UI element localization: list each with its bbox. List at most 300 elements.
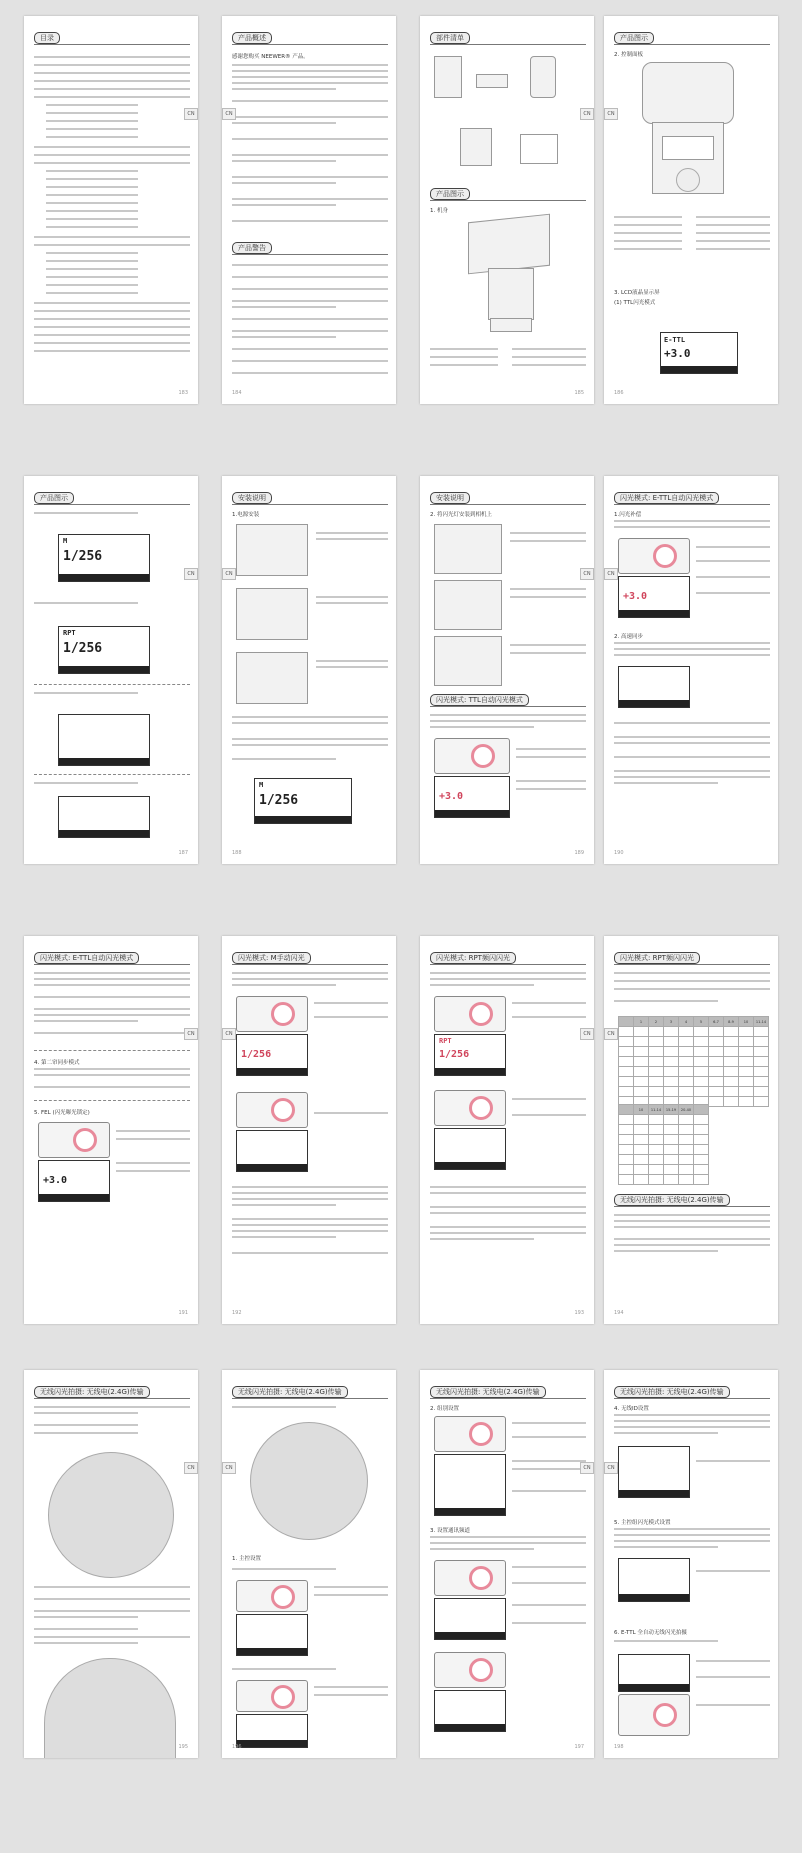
table-cell xyxy=(634,1145,649,1155)
text-line xyxy=(512,1622,586,1624)
text-line xyxy=(614,1432,718,1434)
table-cell xyxy=(679,1067,694,1077)
toc-line xyxy=(46,104,138,106)
table-cell xyxy=(694,1155,709,1165)
text-line xyxy=(614,980,770,982)
text-line xyxy=(232,204,336,206)
lcd-function-bar xyxy=(435,1632,505,1639)
text-line xyxy=(512,1460,586,1462)
legend-line xyxy=(696,240,770,242)
page-mount xyxy=(420,476,594,864)
toc-line xyxy=(46,226,138,228)
text-line xyxy=(232,154,388,156)
lcd-display xyxy=(618,1446,690,1498)
table-cell xyxy=(709,1047,724,1057)
dial-icon xyxy=(73,1128,97,1152)
section-header: 产品警告 xyxy=(232,242,272,254)
table-cell xyxy=(724,1027,739,1037)
table-cell xyxy=(724,1057,739,1067)
control-panel-image xyxy=(236,1680,308,1712)
lcd-function-bar xyxy=(619,1594,689,1601)
lcd-display xyxy=(434,1690,506,1732)
text-line xyxy=(34,602,138,604)
toc-line xyxy=(34,244,190,246)
toc-line xyxy=(46,284,138,286)
lcd-display xyxy=(434,776,510,818)
page-number: 184 xyxy=(232,390,242,396)
subsection-title: 3. 设置通讯频道 xyxy=(430,1528,470,1534)
text-line xyxy=(516,780,586,782)
toc-line xyxy=(34,162,190,164)
table-row xyxy=(619,1067,769,1077)
table-cell xyxy=(634,1135,649,1145)
legend-line xyxy=(512,364,586,366)
table-cell xyxy=(694,1175,709,1185)
toc-line xyxy=(34,302,190,304)
text-line xyxy=(516,748,586,750)
text-line xyxy=(34,1086,190,1088)
language-tab: CN xyxy=(222,568,236,580)
table-row xyxy=(619,1145,709,1155)
lcd-value: 1/256 xyxy=(259,793,299,808)
text-line xyxy=(430,1548,534,1550)
frequency-table xyxy=(618,1016,769,1107)
page-number: 187 xyxy=(178,850,188,856)
pouch-image xyxy=(530,56,556,98)
lcd-function-bar xyxy=(255,816,351,823)
header-rule xyxy=(232,964,388,965)
table-cell xyxy=(709,1057,724,1067)
text-line xyxy=(430,1206,586,1208)
text-line xyxy=(314,1686,388,1688)
lcd-display xyxy=(434,1128,506,1170)
page-toc xyxy=(24,16,198,404)
text-line xyxy=(232,1668,336,1670)
control-dial-image xyxy=(676,168,700,192)
table-cell xyxy=(649,1155,664,1165)
table-cell xyxy=(664,1135,679,1145)
page-header: 安装说明 xyxy=(430,492,470,504)
text-line xyxy=(430,720,586,722)
text-line xyxy=(614,1534,770,1536)
text-line xyxy=(614,526,770,528)
table-row xyxy=(619,1115,709,1125)
language-tab: CN xyxy=(222,1462,236,1474)
divider xyxy=(34,774,190,775)
subsection-title: 1. 机身 xyxy=(430,208,448,214)
table-cell: 5 xyxy=(694,1017,709,1027)
battery-step-image xyxy=(236,588,308,640)
text-line xyxy=(314,1694,388,1696)
table-cell xyxy=(649,1037,664,1047)
table-cell xyxy=(739,1067,754,1077)
header-rule xyxy=(614,1206,770,1207)
lcd-function-bar xyxy=(435,1068,505,1075)
text-line xyxy=(614,642,770,644)
text-line xyxy=(614,1214,770,1216)
table-cell xyxy=(664,1115,679,1125)
text-line xyxy=(232,300,388,302)
lcd-value: 1/256 xyxy=(63,549,103,564)
table-cell xyxy=(649,1125,664,1135)
section-header: 闪光模式: TTL自动闪光模式 xyxy=(430,694,529,706)
page-number: 188 xyxy=(232,850,242,856)
toc-line xyxy=(34,88,190,90)
table-cell: 15-19 xyxy=(664,1105,679,1115)
flash-unit-image xyxy=(434,56,462,98)
header-rule xyxy=(614,504,770,505)
text-line xyxy=(614,1640,718,1642)
lcd-function-bar xyxy=(435,810,509,817)
text-line xyxy=(510,532,586,534)
subsection-title: 5. 主控组闪光模式设置 xyxy=(614,1520,671,1526)
text-line xyxy=(614,1000,718,1002)
table-cell xyxy=(709,1097,724,1107)
toc-line xyxy=(34,146,190,148)
text-line xyxy=(696,560,770,562)
battery-step-image xyxy=(236,652,308,704)
page-number: 194 xyxy=(614,1310,624,1316)
legend-line xyxy=(614,248,682,250)
text-line xyxy=(510,652,586,654)
table-cell xyxy=(679,1125,694,1135)
table-cell xyxy=(694,1027,709,1037)
table-cell xyxy=(754,1067,769,1077)
lcd-function-bar xyxy=(619,610,689,617)
lcd-display xyxy=(434,1454,506,1516)
text-line xyxy=(34,1642,138,1644)
toc-line xyxy=(46,120,138,122)
text-line xyxy=(34,1586,190,1588)
text-line xyxy=(232,288,388,290)
table-cell xyxy=(724,1067,739,1077)
text-line xyxy=(232,116,388,118)
language-tab: CN xyxy=(604,1028,618,1040)
text-line xyxy=(314,1594,388,1596)
page-header: 无线闪光拍摄: 无线电(2.4G)传输 xyxy=(232,1386,348,1398)
text-line xyxy=(232,1204,336,1206)
language-tab: CN xyxy=(184,1462,198,1474)
table-cell xyxy=(619,1155,634,1165)
page-rpt-table xyxy=(604,936,778,1324)
table-cell: 8-9 xyxy=(724,1017,739,1027)
text-line xyxy=(232,122,336,124)
text-line xyxy=(512,1422,586,1424)
dial-icon xyxy=(469,1422,493,1446)
lcd-function-bar xyxy=(39,1194,109,1201)
text-line xyxy=(232,176,388,178)
text-line xyxy=(232,198,388,200)
text-line xyxy=(232,70,388,72)
table-cell xyxy=(694,1037,709,1047)
flash-head-image xyxy=(642,62,734,124)
dial-icon xyxy=(653,544,677,568)
page-header: 部件清单 xyxy=(430,32,470,44)
subsection-title: 2. 高速同步 xyxy=(614,634,643,640)
table-cell xyxy=(754,1027,769,1037)
text-line xyxy=(232,1192,388,1194)
lcd-mode: E-TTL xyxy=(664,336,686,344)
text-line xyxy=(696,1570,770,1572)
lcd-display xyxy=(38,1160,110,1202)
control-panel-image xyxy=(618,538,690,574)
page-header: 产品图示 xyxy=(614,32,654,44)
page-header: 目录 xyxy=(34,32,60,44)
header-rule xyxy=(430,1398,586,1399)
text-line xyxy=(510,540,586,542)
table-cell xyxy=(634,1125,649,1135)
lcd-display xyxy=(236,1614,308,1656)
legend-line xyxy=(614,216,682,218)
table-cell xyxy=(694,1135,709,1145)
text-line xyxy=(34,1014,190,1016)
table-cell xyxy=(679,1155,694,1165)
text-line xyxy=(430,1536,586,1538)
table-cell xyxy=(649,1145,664,1155)
toc-line xyxy=(46,268,138,270)
table-cell xyxy=(739,1027,754,1037)
lcd-value: 1/256 xyxy=(241,1049,272,1060)
text-line xyxy=(430,1212,586,1214)
lcd-function-bar xyxy=(59,830,149,837)
table-cell xyxy=(634,1057,649,1067)
text-line xyxy=(614,1220,770,1222)
toc-line xyxy=(46,218,138,220)
text-line xyxy=(430,984,534,986)
legend-line xyxy=(512,356,586,358)
page-parts xyxy=(420,16,594,404)
wireless-range-diagram xyxy=(250,1422,368,1540)
text-line xyxy=(34,1008,190,1010)
page-number: 197 xyxy=(574,1744,584,1750)
table-cell xyxy=(619,1077,634,1087)
lcd-display xyxy=(618,1558,690,1602)
subsection-title: (1) TTL闪光模式 xyxy=(614,300,656,306)
legend-line xyxy=(614,240,682,242)
text-line xyxy=(34,1610,190,1612)
table-cell xyxy=(649,1077,664,1087)
table-cell xyxy=(619,1087,634,1097)
text-line xyxy=(614,1226,770,1228)
table-cell xyxy=(679,1047,694,1057)
text-line xyxy=(614,756,770,758)
toc-line xyxy=(34,310,190,312)
text-line xyxy=(232,1198,388,1200)
text-line xyxy=(516,788,586,790)
table-cell xyxy=(724,1087,739,1097)
text-line xyxy=(232,182,336,184)
text-line xyxy=(516,756,586,758)
toc-line xyxy=(46,186,138,188)
dial-icon xyxy=(469,1658,493,1682)
table-cell xyxy=(679,1145,694,1155)
text-line xyxy=(614,520,770,522)
table-cell xyxy=(619,1125,634,1135)
table-cell xyxy=(724,1077,739,1087)
table-cell: 1 xyxy=(634,1017,649,1027)
control-panel-image xyxy=(434,996,506,1032)
table-cell xyxy=(634,1087,649,1097)
table-cell xyxy=(634,1115,649,1125)
lcd-function-bar xyxy=(237,1164,307,1171)
dial-icon xyxy=(469,1566,493,1590)
text-line xyxy=(696,592,770,594)
text-line xyxy=(116,1138,190,1140)
table-cell xyxy=(724,1097,739,1107)
lcd-display-master xyxy=(58,714,150,766)
table-cell xyxy=(634,1047,649,1057)
text-line xyxy=(512,1436,586,1438)
mount-step-image xyxy=(434,524,502,574)
table-cell xyxy=(754,1087,769,1097)
header-rule xyxy=(430,706,586,707)
toc-line xyxy=(34,342,190,344)
language-tab: CN xyxy=(604,1462,618,1474)
page-header: 无线闪光拍摄: 无线电(2.4G)传输 xyxy=(614,1386,730,1398)
text-line xyxy=(614,1244,770,1246)
table-cell xyxy=(709,1027,724,1037)
text-line xyxy=(232,76,388,78)
text-line xyxy=(232,64,388,66)
subsection-title: 1. 主控设置 xyxy=(232,1556,261,1562)
control-panel-image xyxy=(618,1694,690,1736)
table-cell xyxy=(724,1037,739,1047)
table-cell xyxy=(679,1037,694,1047)
divider xyxy=(34,684,190,685)
subsection-title: 2. 组别设置 xyxy=(430,1406,459,1412)
text-line xyxy=(116,1162,190,1164)
text-line xyxy=(512,1002,586,1004)
language-tab: CN xyxy=(580,1028,594,1040)
text-line xyxy=(34,1412,138,1414)
page-row-2 xyxy=(0,476,802,866)
lcd-value: 1/256 xyxy=(439,1049,470,1060)
section-header: 产品图示 xyxy=(430,188,470,200)
header-rule xyxy=(614,1398,770,1399)
toc-line xyxy=(34,80,190,82)
flash-foot-image xyxy=(490,318,532,332)
control-panel-image xyxy=(434,1652,506,1688)
table-row xyxy=(619,1135,709,1145)
text-line xyxy=(232,82,388,84)
subsection-title: 6. E-TTL 全自动无线闪光拍摄 xyxy=(614,1630,687,1636)
toc-line xyxy=(34,96,190,98)
table-cell xyxy=(754,1057,769,1067)
table-cell xyxy=(739,1097,754,1107)
text-line xyxy=(614,736,770,738)
text-line xyxy=(696,576,770,578)
table-cell xyxy=(649,1027,664,1037)
table-cell xyxy=(739,1047,754,1057)
page-header: 闪光模式: M手动闪光 xyxy=(232,952,311,964)
text-line xyxy=(232,318,388,320)
text-line xyxy=(34,1628,138,1630)
legend-line xyxy=(430,348,498,350)
lcd-function-bar xyxy=(59,758,149,765)
text-line xyxy=(232,972,388,974)
table-cell xyxy=(649,1057,664,1067)
text-line xyxy=(232,1230,388,1232)
table-cell: 20-40 xyxy=(679,1105,694,1115)
dial-icon xyxy=(271,1002,295,1026)
lcd-display-rpt xyxy=(58,626,150,674)
text-line xyxy=(510,588,586,590)
table-cell xyxy=(634,1165,649,1175)
text-line xyxy=(696,1676,770,1678)
subsection-title: 4. 无线ID设置 xyxy=(614,1406,649,1412)
table-cell xyxy=(619,1067,634,1077)
text-line xyxy=(232,88,336,90)
page-ettl-2 xyxy=(24,936,198,1324)
table-cell xyxy=(694,1087,709,1097)
text-line xyxy=(512,1016,586,1018)
flash-head-image xyxy=(468,214,550,275)
lcd-function-bar xyxy=(237,1068,307,1075)
text-line xyxy=(34,984,190,986)
header-rule xyxy=(430,964,586,965)
lcd-display xyxy=(434,1034,506,1076)
header-rule xyxy=(34,504,190,505)
lcd-value: +3.0 xyxy=(439,791,464,802)
table-cell xyxy=(694,1105,709,1115)
language-tab: CN xyxy=(184,1028,198,1040)
text-line xyxy=(510,596,586,598)
table-row xyxy=(619,1155,709,1165)
legend-line xyxy=(696,232,770,234)
table-row xyxy=(619,1175,709,1185)
page-header: 闪光模式: E-TTL自动闪光模式 xyxy=(614,492,719,504)
page-header: 安装说明 xyxy=(232,492,272,504)
section-header: 无线闪光拍摄: 无线电(2.4G)传输 xyxy=(614,1194,730,1206)
lcd-display xyxy=(618,666,690,708)
language-tab: CN xyxy=(222,108,236,120)
table-cell xyxy=(634,1175,649,1185)
text-line xyxy=(316,596,388,598)
text-line xyxy=(116,1130,190,1132)
toc-line xyxy=(46,292,138,294)
table-cell xyxy=(619,1145,634,1155)
text-line xyxy=(614,1250,718,1252)
table-row xyxy=(619,1017,769,1027)
toc-line xyxy=(34,154,190,156)
table-cell xyxy=(709,1077,724,1087)
table-cell: 6-7 xyxy=(709,1017,724,1027)
page-rpt xyxy=(420,936,594,1324)
text-line xyxy=(430,1238,534,1240)
subsection-title: 1.电源安装 xyxy=(232,512,260,518)
toc-line xyxy=(46,276,138,278)
table-cell xyxy=(709,1087,724,1097)
subsection-title: 5. FEL (闪光曝光锁定) xyxy=(34,1110,90,1116)
manual-image xyxy=(520,134,558,164)
lcd-function-bar xyxy=(435,1508,505,1515)
table-cell xyxy=(634,1037,649,1047)
text-line xyxy=(34,1020,138,1022)
header-rule xyxy=(614,44,770,45)
text-line xyxy=(316,538,388,540)
table-cell xyxy=(664,1165,679,1175)
header-rule xyxy=(34,964,190,965)
language-tab: CN xyxy=(580,1462,594,1474)
text-line xyxy=(314,1112,388,1114)
lcd-value: +3.0 xyxy=(43,1175,68,1186)
toc-line xyxy=(46,252,138,254)
text-line xyxy=(34,1616,138,1618)
page-lcd xyxy=(24,476,198,864)
dial-icon xyxy=(271,1585,295,1609)
text-line xyxy=(510,644,586,646)
table-cell xyxy=(619,1017,634,1027)
